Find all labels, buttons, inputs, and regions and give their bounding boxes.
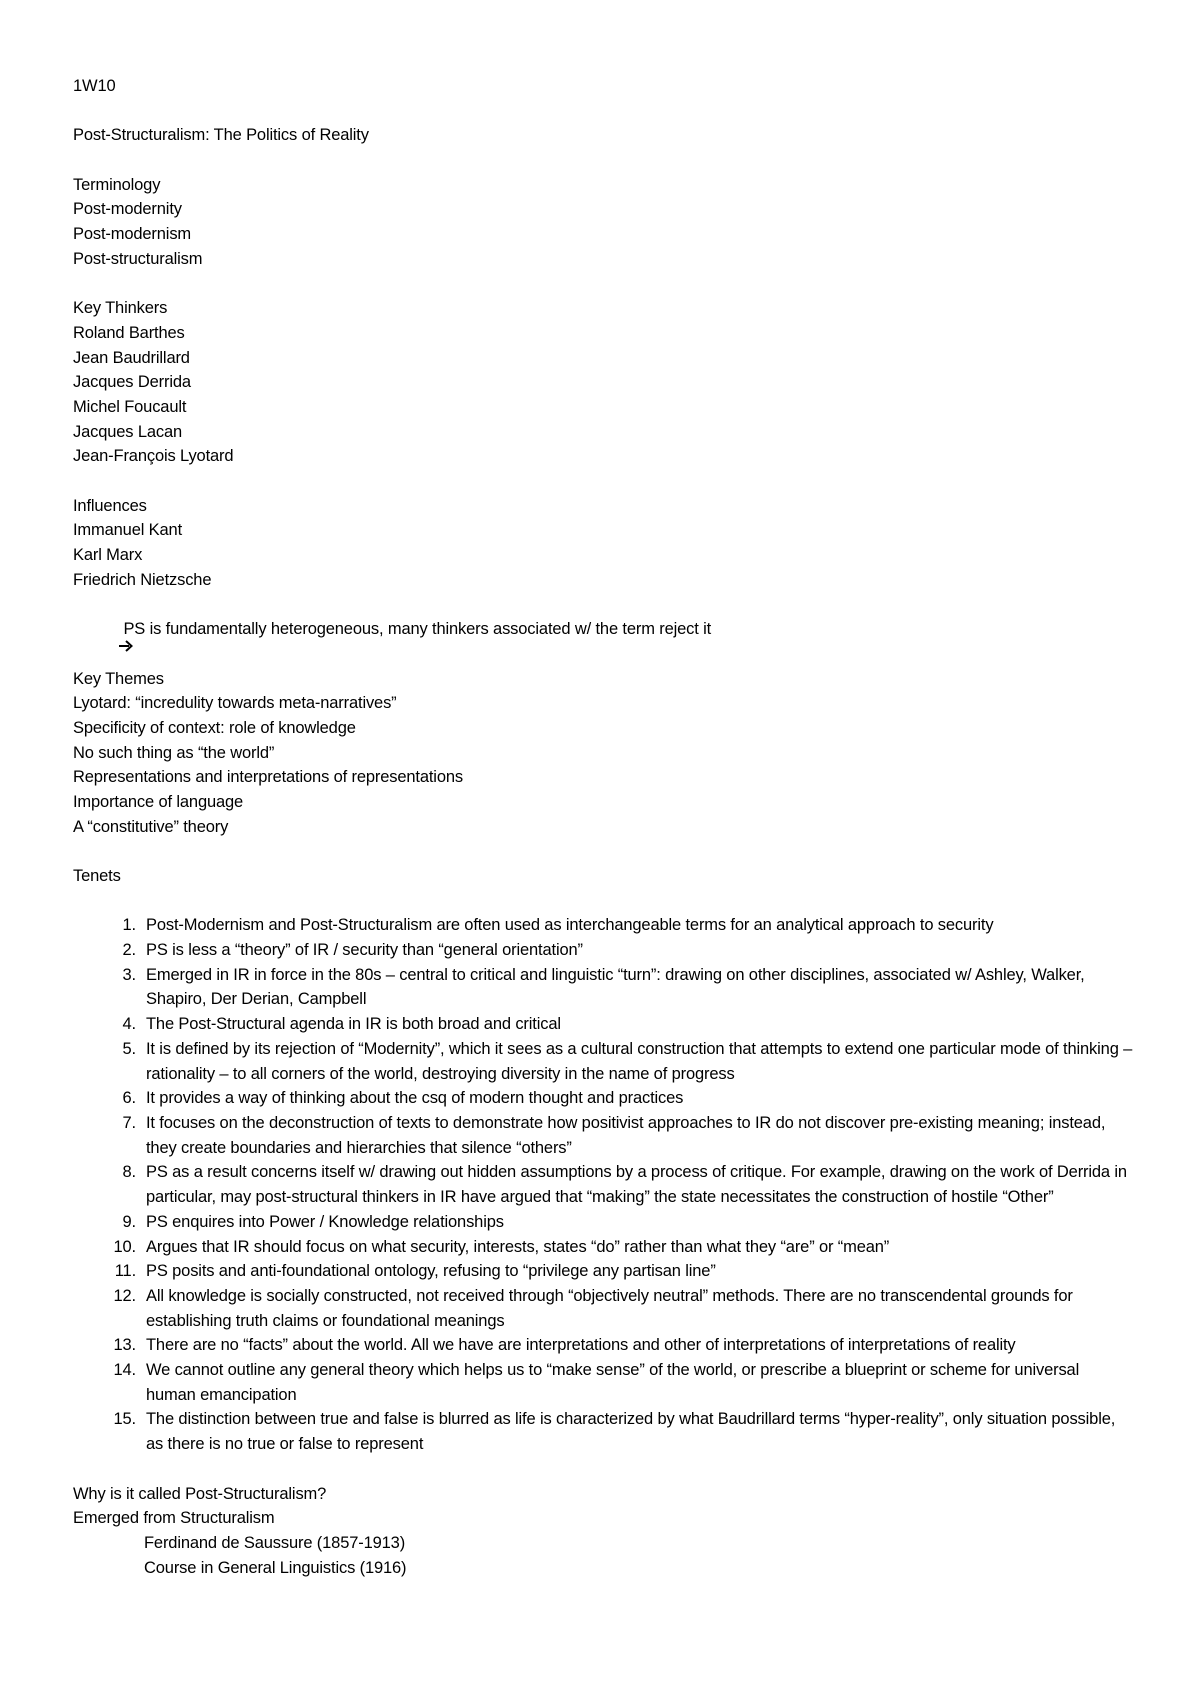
why-question: Why is it called Post-Structuralism? bbox=[73, 1484, 327, 1503]
tenet-item bbox=[73, 1259, 1133, 1284]
thinker-item: Jean-François Lyotard bbox=[73, 447, 234, 466]
arrow-note-row bbox=[73, 617, 1133, 642]
theme-item: A “constitutive” theory bbox=[73, 817, 229, 836]
why-sub-item: Ferdinand de Saussure (1857-1913) bbox=[144, 1533, 406, 1552]
tenet-number: 1. bbox=[122, 916, 136, 935]
tenet-item bbox=[73, 1037, 1133, 1086]
tenet-number: 7. bbox=[122, 1114, 136, 1132]
key-themes-section bbox=[73, 667, 1133, 840]
influence-item: Karl Marx bbox=[73, 546, 143, 565]
tenet-number: 12. bbox=[113, 1286, 136, 1305]
thinker-item: Roland Barthes bbox=[73, 323, 185, 342]
doc-code: 1W10 bbox=[73, 77, 116, 95]
tenet-item bbox=[73, 1210, 1133, 1235]
document-page bbox=[73, 74, 1133, 1580]
tenets-list bbox=[73, 913, 1133, 1456]
arrow-note-text: PS is fundamentally heterogeneous, many thinkers associated w/ the term reject it bbox=[123, 620, 712, 639]
tenet-number: 15. bbox=[113, 1410, 136, 1429]
tenet-number: 11. bbox=[114, 1262, 136, 1281]
thinker-item: Jacques Derrida bbox=[73, 373, 191, 392]
tenet-item bbox=[73, 1407, 1133, 1456]
influences-heading: Influences bbox=[73, 496, 147, 515]
tenet-number: 14. bbox=[113, 1361, 136, 1380]
tenet-item bbox=[73, 963, 1133, 1012]
tenet-text: The distinction between true and false is blurred as life is characterized by what Baudrillard terms “hyper-reality”, only situation possible, as there is no true or false to represent bbox=[146, 1410, 1116, 1454]
tenet-number: 6. bbox=[122, 1089, 136, 1108]
doc-title: Post-Structuralism: The Politics of Reality bbox=[73, 126, 369, 145]
tenets-heading: Tenets bbox=[73, 867, 121, 885]
tenet-item bbox=[73, 1333, 1133, 1358]
tenet-text: The Post-Structural agenda in IR is both broad and critical bbox=[146, 1015, 561, 1034]
tenet-number: 10. bbox=[113, 1237, 136, 1256]
tenet-item bbox=[73, 1358, 1133, 1407]
theme-item: Specificity of context: role of knowledge bbox=[73, 718, 356, 737]
why-answer: Emerged from Structuralism bbox=[73, 1509, 275, 1528]
theme-item: Representations and interpretations of representations bbox=[73, 768, 463, 787]
tenet-text: PS enquires into Power / Knowledge relationships bbox=[146, 1212, 504, 1231]
theme-item: No such thing as “the world” bbox=[73, 743, 275, 762]
tenet-item bbox=[73, 1160, 1133, 1209]
tenet-item bbox=[73, 913, 1133, 938]
tenet-text: PS posits and anti-foundational ontology, refusing to “privilege any partisan line” bbox=[146, 1262, 716, 1281]
tenet-text: We cannot outline any general theory which helps us to “make sense” of the world, or prescribe a blueprint or scheme for universal human emancipation bbox=[146, 1361, 1080, 1404]
terminology-item: Post-modernity bbox=[73, 200, 182, 219]
tenet-text: Emerged in IR in force in the 80s – central to critical and linguistic “turn”: drawing on other disciplines, associated w/ Ashley, Walker, Shapiro, Der Derian, Campbell bbox=[146, 965, 1085, 1009]
influence-item: Friedrich Nietzsche bbox=[73, 570, 212, 589]
tenet-number: 13. bbox=[113, 1336, 136, 1355]
tenet-number: 3. bbox=[122, 965, 136, 984]
influence-item: Immanuel Kant bbox=[73, 521, 183, 540]
tenet-number: 5. bbox=[122, 1039, 136, 1058]
thinker-item: Michel Foucault bbox=[73, 397, 187, 416]
tenet-text: It is defined by its rejection of “Modernity”, which it sees as a cultural construction that attempts to extend one particular mode of thinking – rationality – to all corners of the world, destroying diversity in the name of progress bbox=[146, 1039, 1133, 1083]
thinker-item: Jacques Lacan bbox=[73, 422, 183, 441]
terminology-item: Post-modernism bbox=[73, 225, 192, 244]
tenet-text: Post-Modernism and Post-Structuralism are often used as interchangeable terms for an analytical approach to security bbox=[146, 916, 994, 935]
why-section bbox=[73, 1482, 1133, 1581]
key-themes-heading: Key Themes bbox=[73, 669, 164, 688]
tenet-text: It focuses on the deconstruction of texts to demonstrate how positivist approaches to IR do not discover pre-existing meaning; instead, they create boundaries and hierarchies that silence “others” bbox=[146, 1114, 1106, 1157]
tenet-number: 4. bbox=[122, 1015, 136, 1034]
tenet-item bbox=[73, 938, 1133, 963]
tenet-number: 9. bbox=[122, 1212, 136, 1231]
tenet-number: 8. bbox=[122, 1163, 136, 1182]
terminology-item: Post-structuralism bbox=[73, 249, 203, 268]
tenet-text: Argues that IR should focus on what security, interests, states “do” rather than what they “are” or “mean” bbox=[146, 1237, 890, 1256]
why-sub-item: Course in General Linguistics (1916) bbox=[144, 1558, 407, 1577]
key-thinkers-heading: Key Thinkers bbox=[73, 299, 168, 318]
terminology-heading: Terminology bbox=[73, 175, 161, 194]
tenet-item bbox=[73, 1012, 1133, 1037]
tenet-item bbox=[73, 1235, 1133, 1260]
tenet-text: PS as a result concerns itself w/ drawing out hidden assumptions by a process of critique. For example, drawing on the work of Derrida in particular, may post-structural thinkers in IR have argued that “making” the state necessitates the construction of hostile “Other” bbox=[146, 1163, 1127, 1207]
tenet-number: 2. bbox=[122, 941, 136, 960]
tenet-text: All knowledge is socially constructed, not received through “objectively neutral” methods. There are no transcendental grounds for establishing truth claims or foundational meanings bbox=[146, 1286, 1073, 1330]
theme-item: Lyotard: “incredulity towards meta-narratives” bbox=[73, 694, 397, 713]
terminology-section bbox=[73, 173, 1133, 272]
key-thinkers-section bbox=[73, 296, 1133, 469]
tenet-text: There are no “facts” about the world. All we have are interpretations and other of interpretations of interpretations of reality bbox=[146, 1336, 1016, 1355]
theme-item: Importance of language bbox=[73, 792, 244, 811]
tenet-item bbox=[73, 1111, 1133, 1160]
tenets-section bbox=[73, 864, 1133, 1457]
tenet-text: PS is less a “theory” of IR / security than “general orientation” bbox=[146, 941, 583, 960]
thinker-item: Jean Baudrillard bbox=[73, 348, 190, 367]
influences-section bbox=[73, 494, 1133, 593]
tenet-item bbox=[73, 1284, 1133, 1333]
tenet-item bbox=[73, 1086, 1133, 1111]
tenet-text: It provides a way of thinking about the csq of modern thought and practices bbox=[146, 1089, 684, 1108]
